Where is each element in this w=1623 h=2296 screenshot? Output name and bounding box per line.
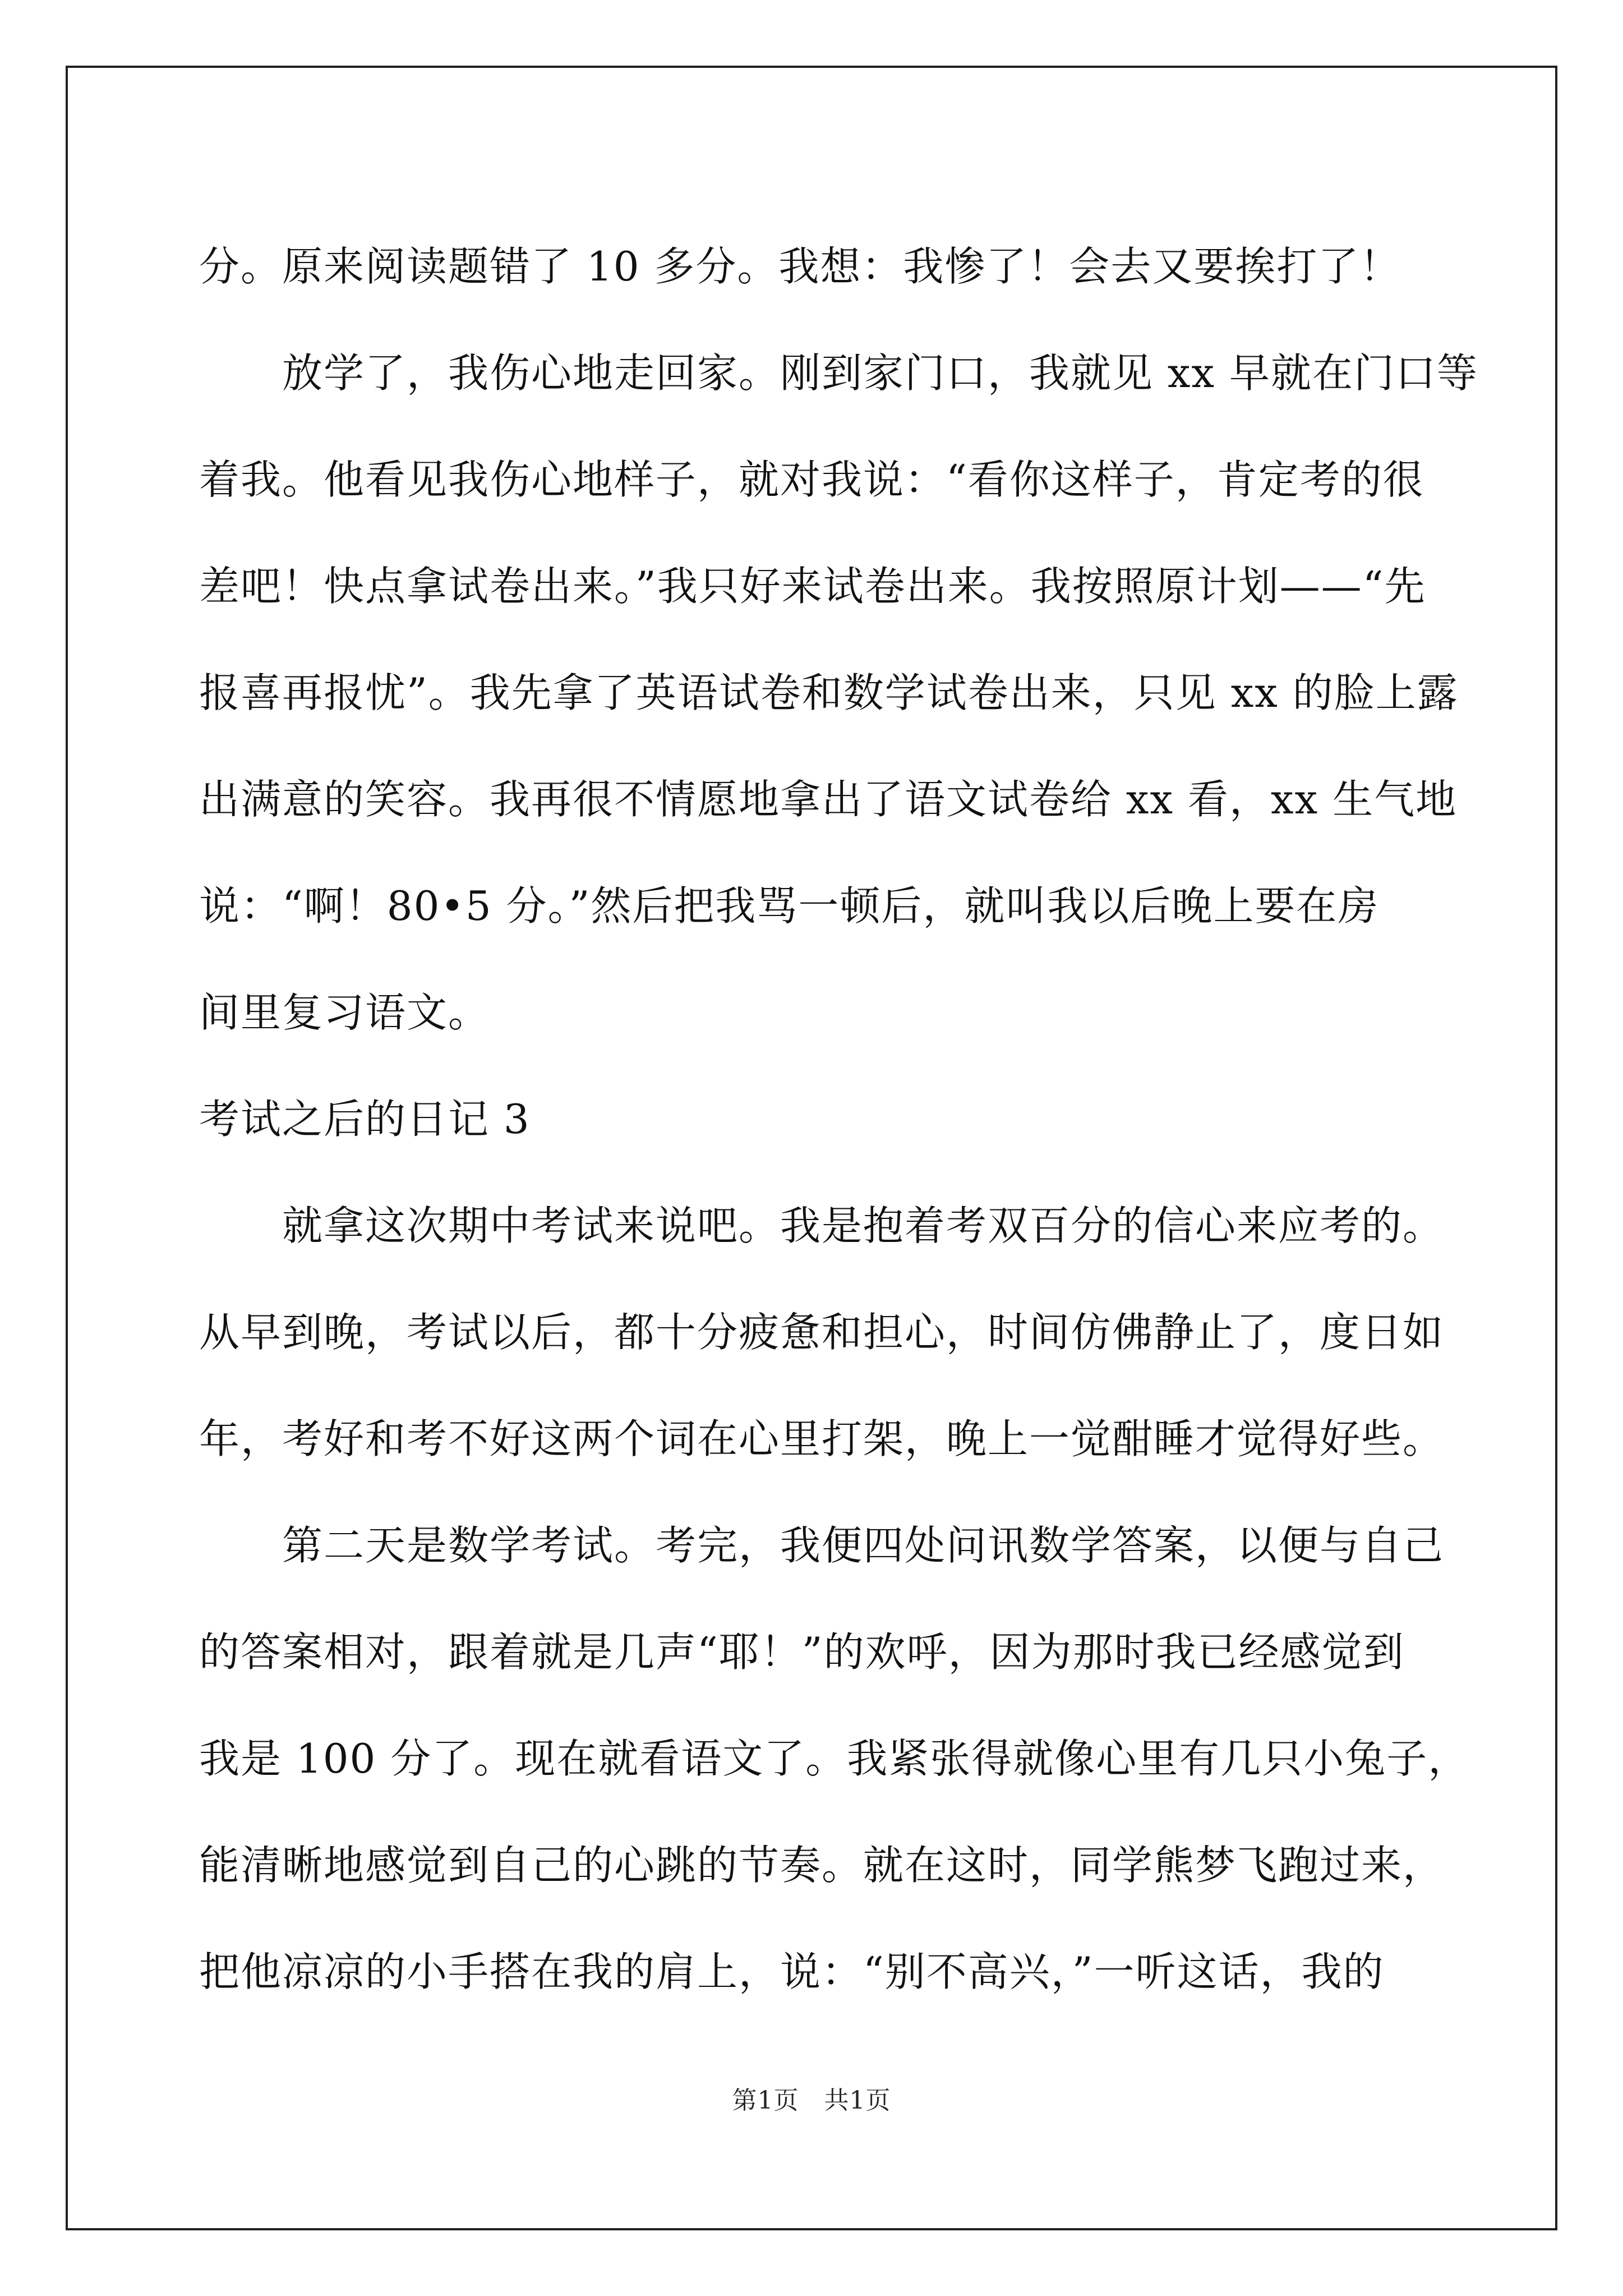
text-line: 我是 100 分了。现在就看语文了。我紧张得就像心里有几只小兔子， [199,1735,1470,1782]
page-footer: 第1页 共1页 [732,2086,891,2115]
text-line: 年，考好和考不好这两个词在心里打架，晚上一觉酣睡才觉得好些。 [199,1415,1445,1462]
section-heading: 考试之后的日记 3 [199,1096,531,1143]
text-line: 能清晰地感觉到自己的心跳的节奏。就在这时，同学熊梦飞跑过来， [199,1842,1445,1889]
text-line: 出满意的笑容。我再很不情愿地拿出了语文试卷给 xx 看，xx 生气地 [199,776,1458,823]
text-line: 第二天是数学考试。考完，我便四处问讯数学答案，以便与自己 [282,1522,1445,1569]
text-line: 从早到晚，考试以后，都十分疲惫和担心，时间仿佛静止了，度日如 [199,1309,1445,1356]
document-body [199,213,1478,2025]
text-line: 把他凉凉的小手搭在我的肩上，说：“别不高兴，”一听这话，我的 [199,1948,1385,1995]
text-line: 间里复习语文。 [199,989,490,1036]
text-line: 着我。他看见我伤心地样子，就对我说：“看你这样子，肯定考的很 [199,456,1424,503]
text-line: 差吧！快点拿试卷出来。”我只好来试卷出来。我按照原计划——“先 [199,563,1426,610]
text-line: 报喜再报忧”。我先拿了英语试卷和数学试卷出来，只见 xx 的脸上露 [199,669,1459,716]
text-line: 的答案相对，跟着就是几声“耶！”的欢呼，因为那时我已经感觉到 [199,1628,1405,1676]
text-line: 放学了，我伤心地走回家。刚到家门口，我就见 xx 早就在门口等 [282,349,1478,397]
text-line: 分。原来阅读题错了 10 多分。我想：我惨了！会去又要挨打了！ [199,243,1401,290]
text-line: 说：“啊！80•5 分。”然后把我骂一顿后，就叫我以后晚上要在房 [199,882,1380,930]
text-line: 就拿这次期中考试来说吧。我是抱着考双百分的信心来应考的。 [282,1202,1445,1249]
